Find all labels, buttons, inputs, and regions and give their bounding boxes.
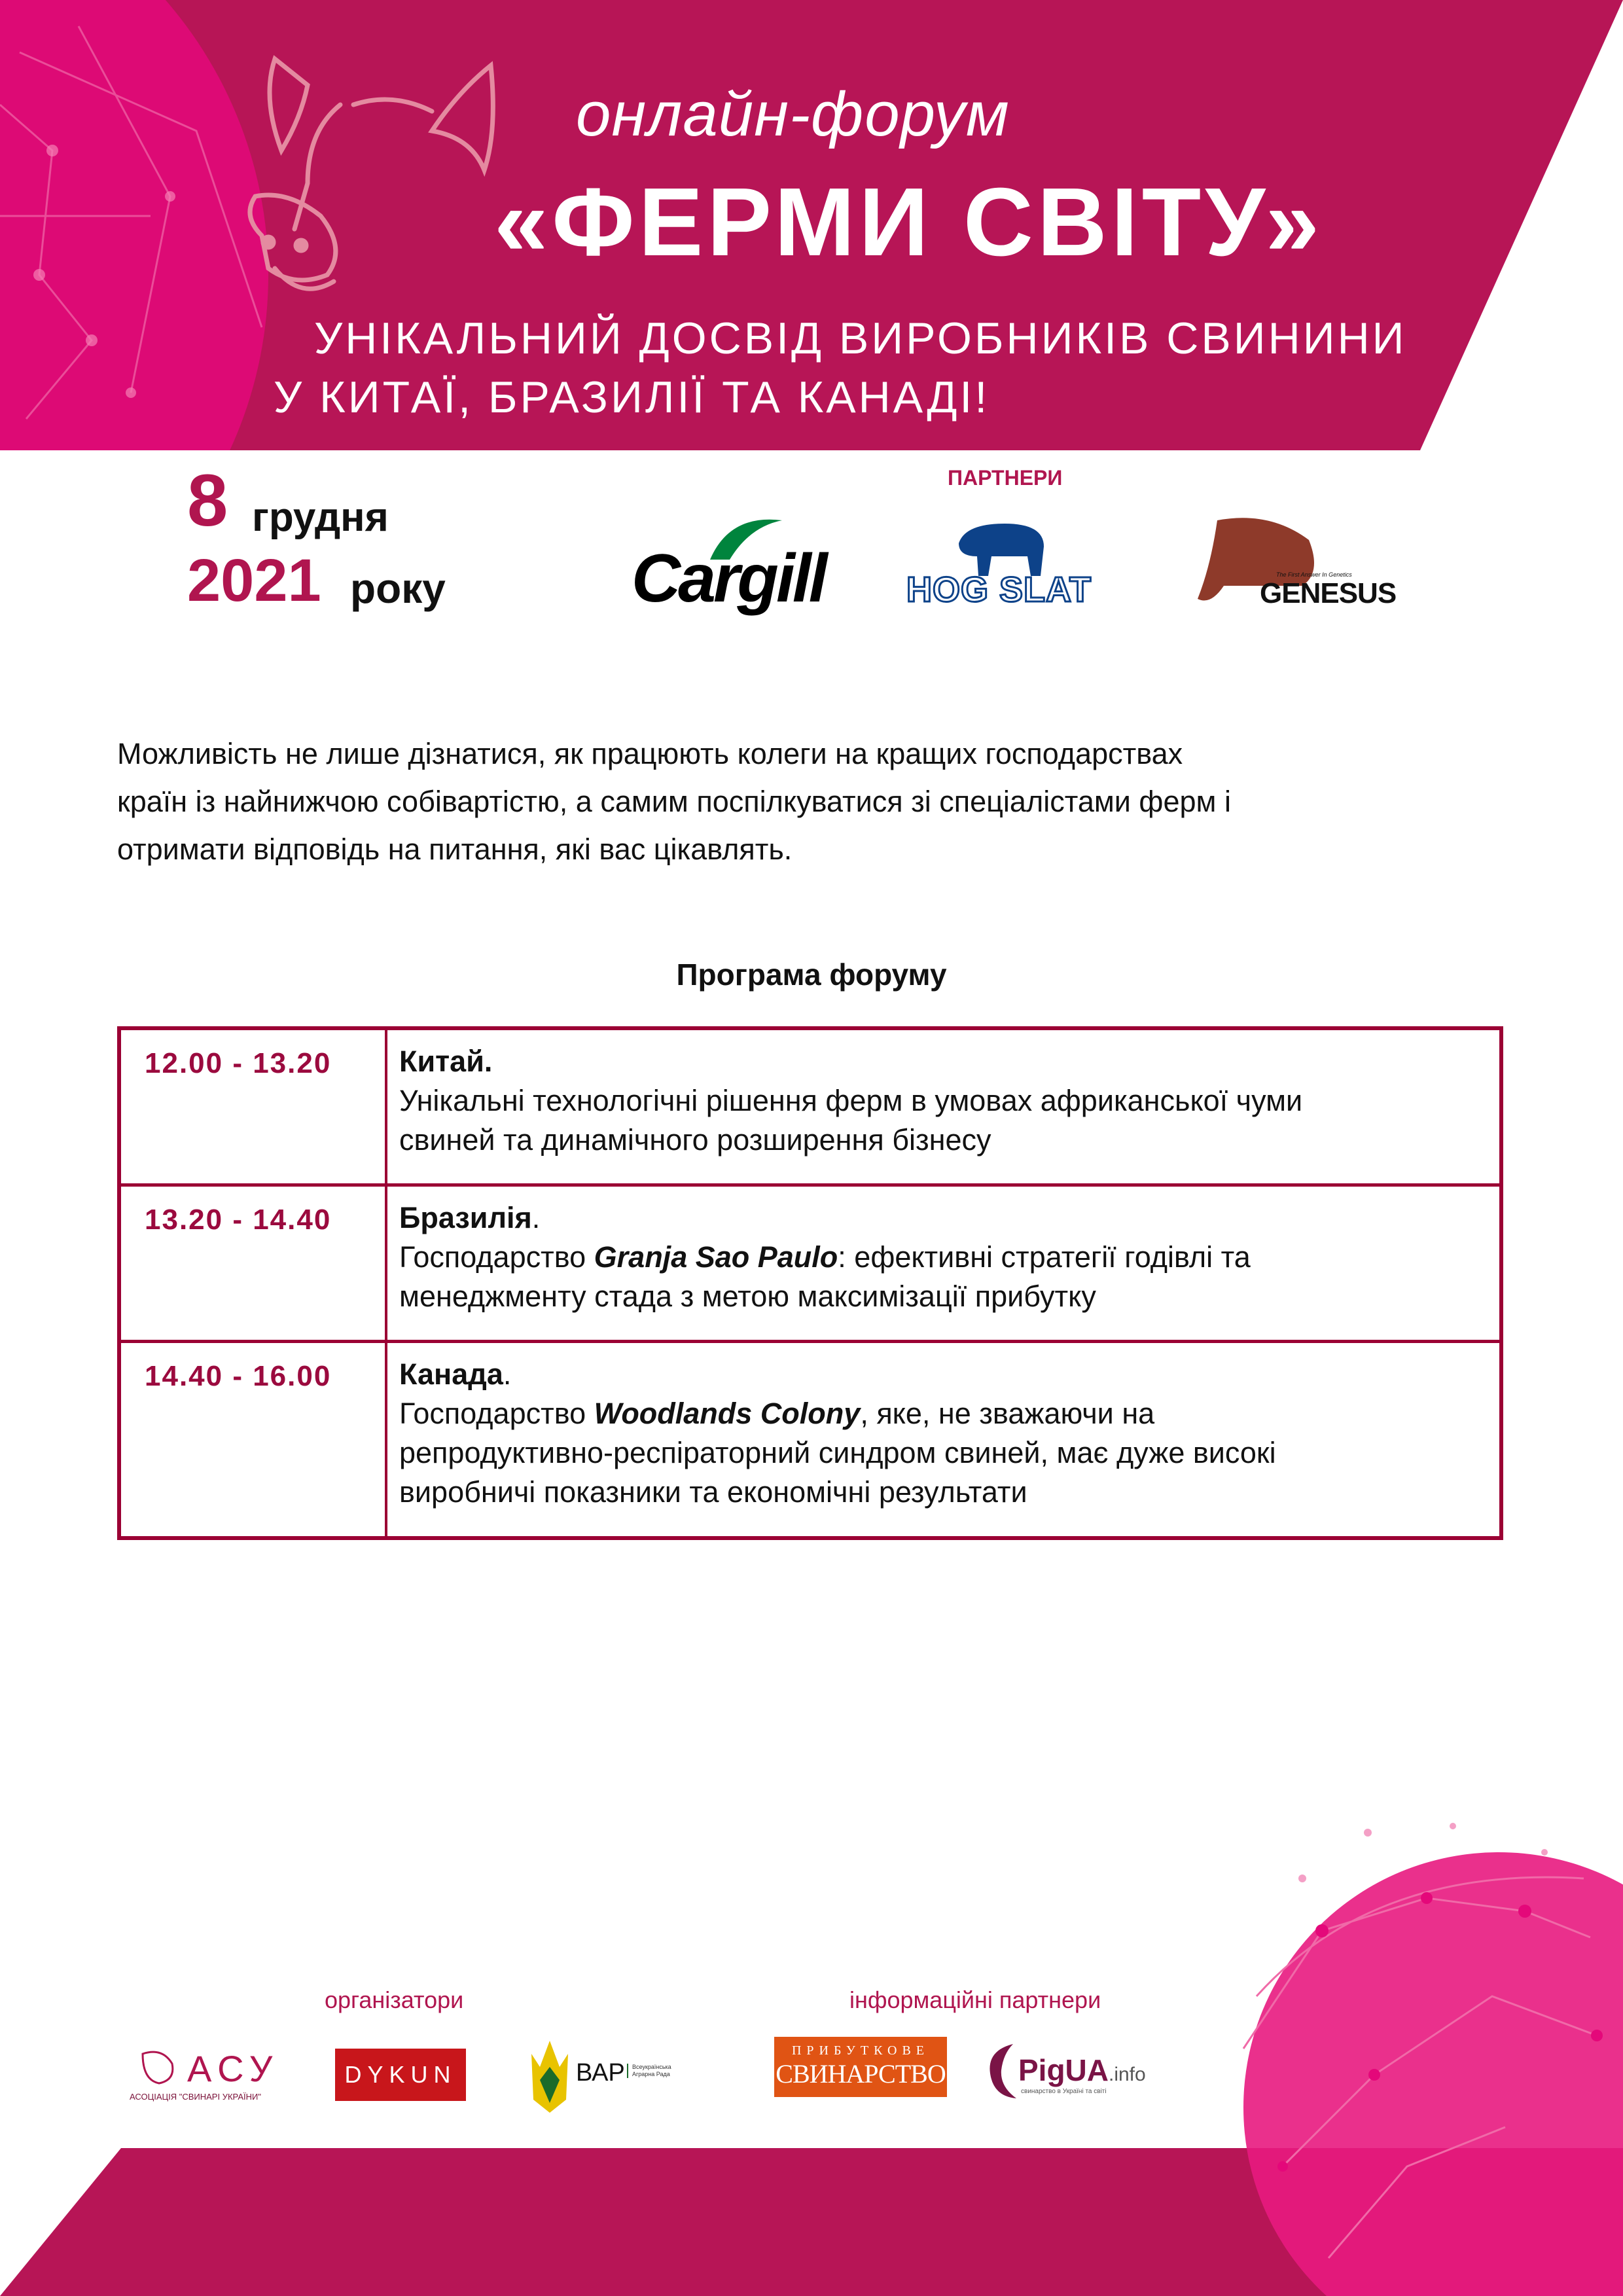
pig-silhouette-icon	[952, 520, 1050, 576]
organizers-label: організатори	[325, 1986, 464, 2013]
program-title: Програма форуму	[676, 958, 947, 992]
pigua-logo: PigUA.info свинарство в Україні та світі	[987, 2041, 1164, 2100]
table-row	[121, 1343, 1499, 1536]
pigua-emblem-icon	[987, 2041, 1020, 2100]
globe-graphic	[1243, 1823, 1623, 2296]
description-cell: Бразилія. Господарство Granja Sao Paulo: ефективні стратегії годівлі та менеджменту стада з метою максимізації прибутку	[399, 1201, 1251, 1313]
event-title: «ФЕРМИ СВІТУ»	[494, 168, 1323, 276]
date-day: 8	[187, 459, 228, 541]
tagline-line-2: У КИТАЇ, БРАЗИЛІЇ ТА КАНАДІ!	[274, 372, 990, 422]
date-year: 2021	[187, 547, 321, 614]
program-table	[117, 1026, 1503, 1540]
genesus-logo: GENESUS The First Answer In Genetics	[1198, 514, 1381, 612]
date-year-word: року	[350, 565, 446, 612]
intro-paragraph: Можливість не лише дізнатися, як працюють колеги на кращих господарствах країн із найнижчою собівартістю, а самим поспілкуватися зі спеціалістами ферм і отримати відповідь на питання, які вас цікавлять.	[117, 737, 1231, 866]
info-partners-label: інформаційні партнери	[849, 1986, 1101, 2013]
event-type: онлайн-форум	[576, 79, 1010, 149]
description-cell: Канада. Господарство Woodlands Colony, яке, не зважаючи на репродуктивно-респіраторний синдром свиней, має дуже високі виробничі показники та економічні результати	[399, 1357, 1276, 1509]
prybutkove-svynarstvo-logo: ПРИБУТКОВЕ СВИНАРСТВО	[774, 2037, 947, 2097]
hog-slat-logo: HOG SLAT	[906, 520, 1129, 612]
dykun-logo: DYKUN	[335, 2049, 466, 2101]
tagline-line-1: УНІКАЛЬНИЙ ДОСВІД ВИРОБНИКІВ СВИНИНИ	[314, 314, 1407, 363]
trident-emblem-icon	[530, 2041, 569, 2113]
time-cell: 13.20 - 14.40	[121, 1187, 387, 1340]
cargill-logo: Cargill	[632, 514, 854, 619]
date-month: грудня	[252, 495, 389, 540]
pig-head-icon	[136, 2047, 182, 2087]
description-cell: Китай. Унікальні технологічні рішення ферм в умовах африканської чуми свиней та динамічного розширення бізнесу	[399, 1045, 1303, 1157]
time-cell: 12.00 - 13.20	[121, 1030, 387, 1183]
var-logo: ВАР Всеукраїнська Аграрна Рада	[530, 2041, 687, 2113]
table-row	[121, 1187, 1499, 1343]
partners-label: ПАРТНЕРИ	[948, 466, 1063, 490]
asu-logo: АСУ АСОЦІАЦІЯ "СВИНАРІ УКРАЇНИ"	[130, 2048, 279, 2102]
time-cell: 14.40 - 16.00	[121, 1343, 387, 1536]
table-row	[121, 1030, 1499, 1187]
